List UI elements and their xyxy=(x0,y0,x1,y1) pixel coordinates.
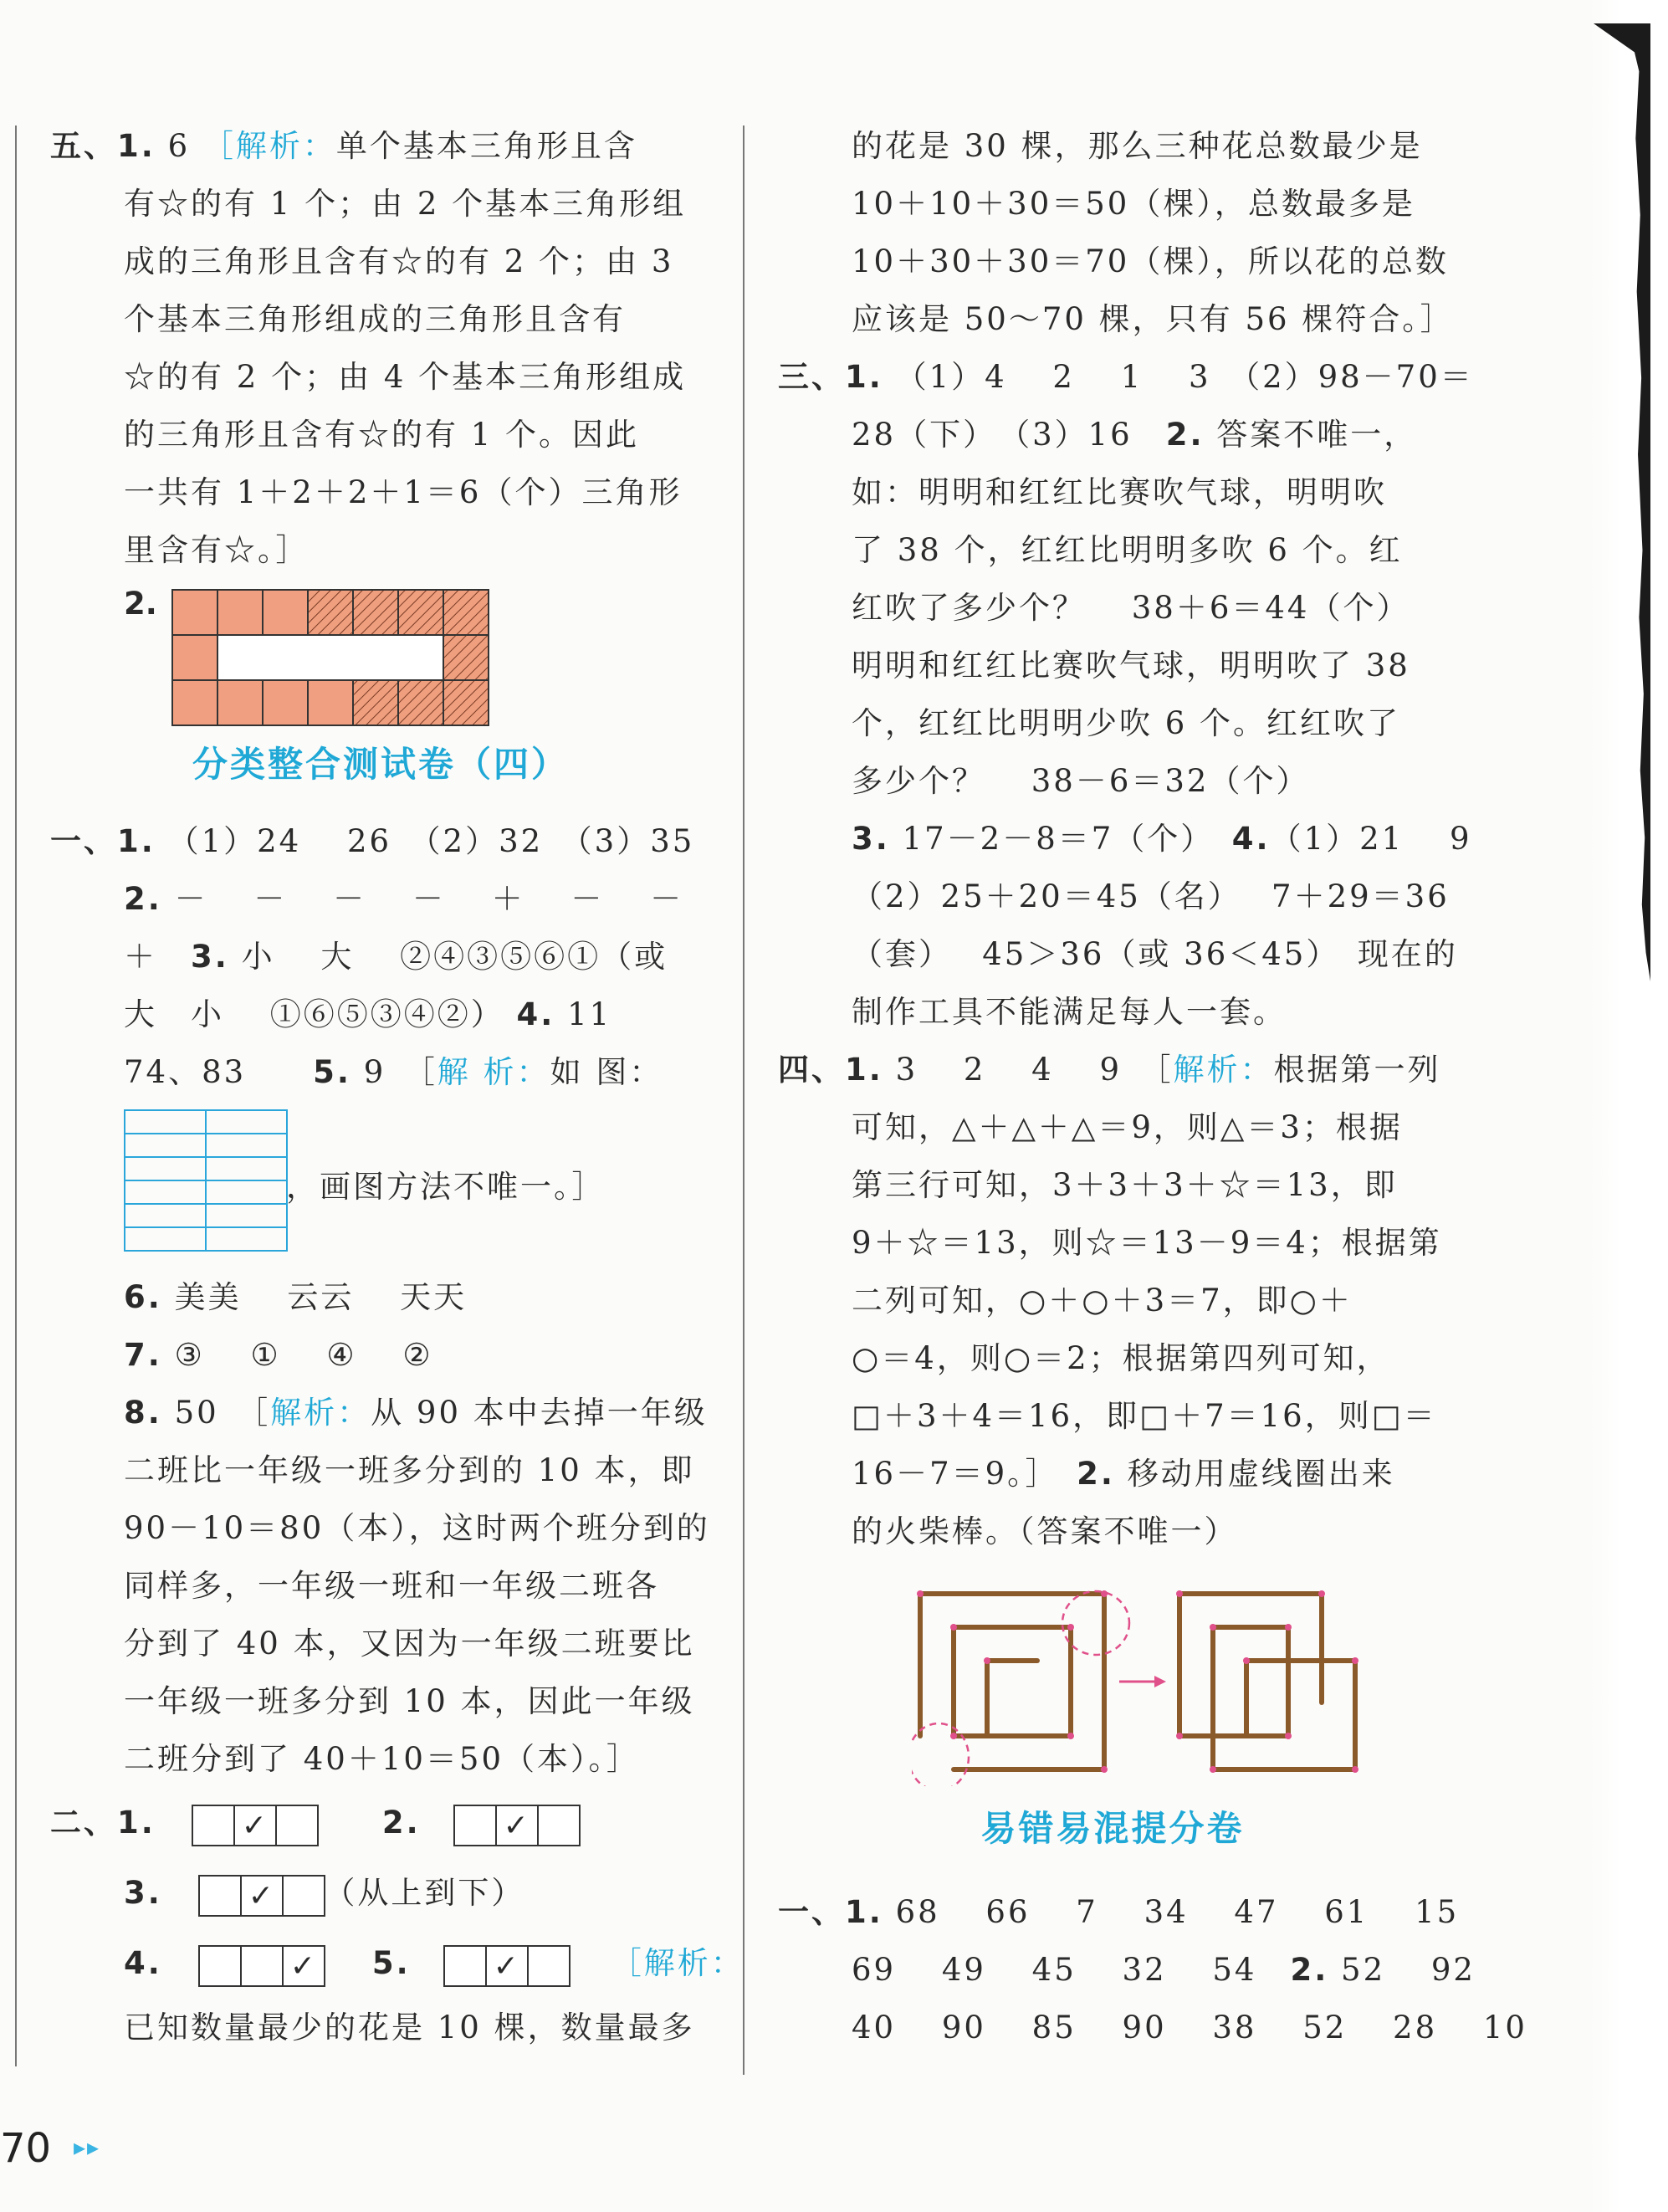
text-line: 了 38 个，红红比明明多吹 6 个。红 xyxy=(852,532,1403,568)
check-box xyxy=(198,1875,242,1917)
check-box xyxy=(240,1945,284,1987)
p5-line2 xyxy=(778,1941,1476,1999)
text: 11 xyxy=(555,996,612,1032)
check-box xyxy=(527,1945,570,1987)
question-number: 2. xyxy=(1077,1456,1115,1492)
text: 单个基本三角形且含 xyxy=(335,128,637,164)
text: 50 ［ xyxy=(161,1395,271,1431)
text: 69 49 45 32 54 xyxy=(852,1952,1291,1988)
grid-drawing xyxy=(50,1101,711,1268)
text: 68 66 7 34 47 61 15 xyxy=(895,1894,1460,1930)
section-title-2: 易错易混提分卷 xyxy=(980,1808,1245,1849)
text-line: 40 90 85 90 38 52 28 10 xyxy=(852,2010,1527,2046)
text: 从 90 本中去掉一年级 xyxy=(371,1395,708,1431)
question-number: 3. xyxy=(124,1875,162,1911)
test-4-title: 分类整合测试卷（四） xyxy=(192,744,569,785)
question-number: 3. xyxy=(191,939,229,975)
question-number: 三、1. xyxy=(778,359,883,395)
grid-note: ，画图方法不唯一。］ xyxy=(286,1169,606,1205)
text-line: 的火柴棒。（答案不唯一） xyxy=(852,1513,1238,1549)
matchstick-puzzle xyxy=(912,1577,1380,1786)
p3-line2 xyxy=(778,406,1447,463)
question-number: 6. xyxy=(124,1279,162,1315)
text-line: 一年级一班多分到 10 本，因此一年级 xyxy=(124,1683,695,1719)
text-line: 同样多，一年级一班和一年级二班各 xyxy=(124,1568,659,1604)
text: 移动用虚线圈出来 xyxy=(1114,1456,1395,1492)
text: 3 2 4 9 ［ xyxy=(883,1052,1174,1088)
explain-tag: 解析： xyxy=(1173,1052,1274,1088)
question-number: 4. xyxy=(516,996,555,1032)
question-number: 一、1. xyxy=(778,1894,883,1930)
page-number: 70 xyxy=(0,2125,52,2172)
text: 根据第一列 xyxy=(1273,1052,1441,1088)
text-line: 10＋30＋30＝70（棵），所以花的总数 xyxy=(852,243,1449,279)
question-number: 5. xyxy=(313,1054,351,1090)
question-number: 8. xyxy=(124,1395,162,1431)
p1-line1 xyxy=(50,812,711,870)
left-column xyxy=(50,117,744,2056)
right-column xyxy=(778,117,1527,2056)
text-line: 二班分到了 40＋10＝50（本）。］ xyxy=(124,1741,641,1777)
question-number: 4. xyxy=(124,1945,162,1981)
check-box xyxy=(537,1805,581,1846)
question-number: 3. xyxy=(852,821,890,857)
p4-line8 xyxy=(778,1445,1447,1503)
text: 答案不唯一， xyxy=(1204,417,1418,453)
p1-q7 xyxy=(50,1326,711,1384)
p2-row1 xyxy=(50,1788,711,1858)
s5-q1-line1 xyxy=(50,117,711,175)
text-line: 一共有 1＋2＋2＋1＝6（个）三角形 xyxy=(124,474,683,510)
p3-line1 xyxy=(778,348,1474,406)
explain-tag: ［解析： xyxy=(202,128,336,164)
check-box xyxy=(453,1805,497,1846)
check-box-checked: ✓ xyxy=(240,1875,284,1917)
question-number: 7. xyxy=(124,1337,162,1373)
p1-line5 xyxy=(50,1043,711,1101)
text: 17－2－8＝7（个） xyxy=(889,821,1232,857)
p5-line1 xyxy=(778,1883,1460,1941)
s5-q2 xyxy=(50,579,711,717)
text-line: 明明和红红比赛吹气球，明明吹了 38 xyxy=(852,648,1410,684)
p1-line2 xyxy=(50,870,711,928)
explain-tag: 解 析： xyxy=(437,1054,550,1090)
text-line: 已知数量最少的花是 10 棵，数量最多 xyxy=(124,2010,695,2046)
text-line: 二列可知，○＋○＋3＝7，即○＋ xyxy=(852,1283,1353,1318)
p1-q6 xyxy=(50,1268,711,1326)
question-number: 4. xyxy=(1231,821,1271,857)
matchstick-figure xyxy=(778,1560,1447,1786)
question-number: 2. xyxy=(124,586,157,622)
text-line: ○＝4，则○＝2；根据第四列可知， xyxy=(852,1340,1390,1376)
p2-row3 xyxy=(50,1928,744,1999)
text-line: （套） 45＞36（或 36＜45） 现在的 xyxy=(852,936,1458,972)
text-line: 第三行可知，3＋3＋3＋☆＝13，即 xyxy=(852,1167,1398,1203)
question-number: 2. xyxy=(1165,417,1205,453)
text: － － － － ＋ － － xyxy=(174,881,684,917)
text-line: 如：明明和红红比赛吹气球，明明吹 xyxy=(852,474,1387,510)
text: 大 小 ①⑥⑤③④②） xyxy=(124,996,504,1032)
question-number: 2. xyxy=(381,1805,421,1841)
shaded-grid-figure xyxy=(171,589,498,730)
text: 16－7＝9。］ xyxy=(852,1456,1077,1492)
text: 如 图： xyxy=(550,1054,663,1090)
text-line: 二班比一年级一班多分到的 10 本，即 xyxy=(124,1452,695,1488)
p2-row2 xyxy=(50,1858,711,1928)
check-box xyxy=(198,1945,242,1987)
text-line: 分到了 40 本，又因为一年级二班要比 xyxy=(124,1626,695,1662)
explain-tag: 解析： xyxy=(270,1395,371,1431)
text: 52 92 xyxy=(1328,1952,1476,1988)
check-box-checked: ✓ xyxy=(282,1945,325,1987)
text-line: 个基本三角形组成的三角形且含有 xyxy=(124,301,626,337)
text-line: 可知，△＋△＋△＝9，则△＝3；根据 xyxy=(852,1109,1403,1145)
text: （1）24 26 （2）32 （3）35 xyxy=(167,823,695,859)
check-box-checked: ✓ xyxy=(233,1805,277,1846)
text-line: 里含有☆。］ xyxy=(124,532,310,568)
column-divider xyxy=(743,125,744,2075)
text: 美美 云云 天天 xyxy=(161,1279,468,1315)
text-line: 个，红红比明明少吹 6 个。红红吹了 xyxy=(852,705,1401,741)
explain-tag: ［解析： xyxy=(610,1945,744,1981)
p1-line3 xyxy=(50,928,711,986)
text: （1）4 2 1 3 （2）98－70＝ xyxy=(895,359,1474,395)
page-edge xyxy=(1589,0,1668,2212)
text-line: 成的三角形且含有☆的有 2 个；由 3 xyxy=(124,243,674,279)
check-box xyxy=(192,1805,235,1846)
check-box-checked: ✓ xyxy=(485,1945,529,1987)
text: 小 大 ②④③⑤⑥①（或 xyxy=(228,939,668,975)
text: 9 ［ xyxy=(350,1054,437,1090)
question-number: 一、1. xyxy=(50,823,156,859)
text-line: 9＋☆＝13，则☆＝13－9＝4；根据第 xyxy=(852,1225,1442,1261)
text: （1）21 9 xyxy=(1270,821,1472,857)
check-box xyxy=(443,1945,487,1987)
p1-line4 xyxy=(50,986,711,1043)
blue-grid xyxy=(124,1109,288,1252)
p4-line1 xyxy=(778,1041,1447,1098)
text-line: ☆的有 2 个；由 4 个基本三角形组成 xyxy=(124,359,687,395)
text: 74、83 xyxy=(124,1054,314,1090)
text: 28（下） （3）16 xyxy=(852,417,1166,453)
text-line: 的三角形且含有☆的有 1 个。因此 xyxy=(124,417,640,453)
check-box xyxy=(275,1805,319,1846)
left-margin-line xyxy=(15,125,17,2066)
page-arrows-icon: ▸▸ xyxy=(74,2133,101,2161)
text: ③ ① ④ ② xyxy=(161,1337,433,1373)
question-number: 四、1. xyxy=(778,1052,883,1088)
text-line: 多少个？ 38－6＝32（个） xyxy=(852,763,1310,799)
check-box xyxy=(282,1875,325,1917)
p1-q8 xyxy=(50,1384,711,1441)
text-line: （2）25＋20＝45（名） 7＋29＝36 xyxy=(852,878,1450,914)
question-number: 二、1. xyxy=(50,1805,156,1841)
text: （从上到下） xyxy=(324,1875,525,1911)
text-line: □＋3＋4＝16，即□＋7＝16，则□＝ xyxy=(852,1398,1437,1434)
text-line: 90－10＝80（本），这时两个班分到的 xyxy=(124,1510,710,1546)
question-number: 5. xyxy=(371,1945,411,1981)
question-number: 五、1. xyxy=(50,128,156,164)
text-line: 制作工具不能满足每人一套。 xyxy=(852,994,1287,1030)
answer: 6 xyxy=(167,128,191,164)
check-box-checked: ✓ xyxy=(495,1805,539,1846)
question-number: 2. xyxy=(124,881,162,917)
p3-line9 xyxy=(778,810,1472,868)
text: ＋ xyxy=(124,939,191,975)
text-line: 应该是 50～70 棵，只有 56 棵符合。］ xyxy=(852,301,1454,337)
text-line: 10＋10＋30＝50（棵），总数最多是 xyxy=(852,186,1415,222)
text-line: 的花是 30 棵，那么三种花总数最少是 xyxy=(852,128,1423,164)
text-line: 红吹了多少个？ 38＋6＝44（个） xyxy=(852,590,1410,626)
text-line: 有☆的有 1 个；由 2 个基本三角形组 xyxy=(124,186,687,222)
question-number: 2. xyxy=(1290,1952,1329,1988)
